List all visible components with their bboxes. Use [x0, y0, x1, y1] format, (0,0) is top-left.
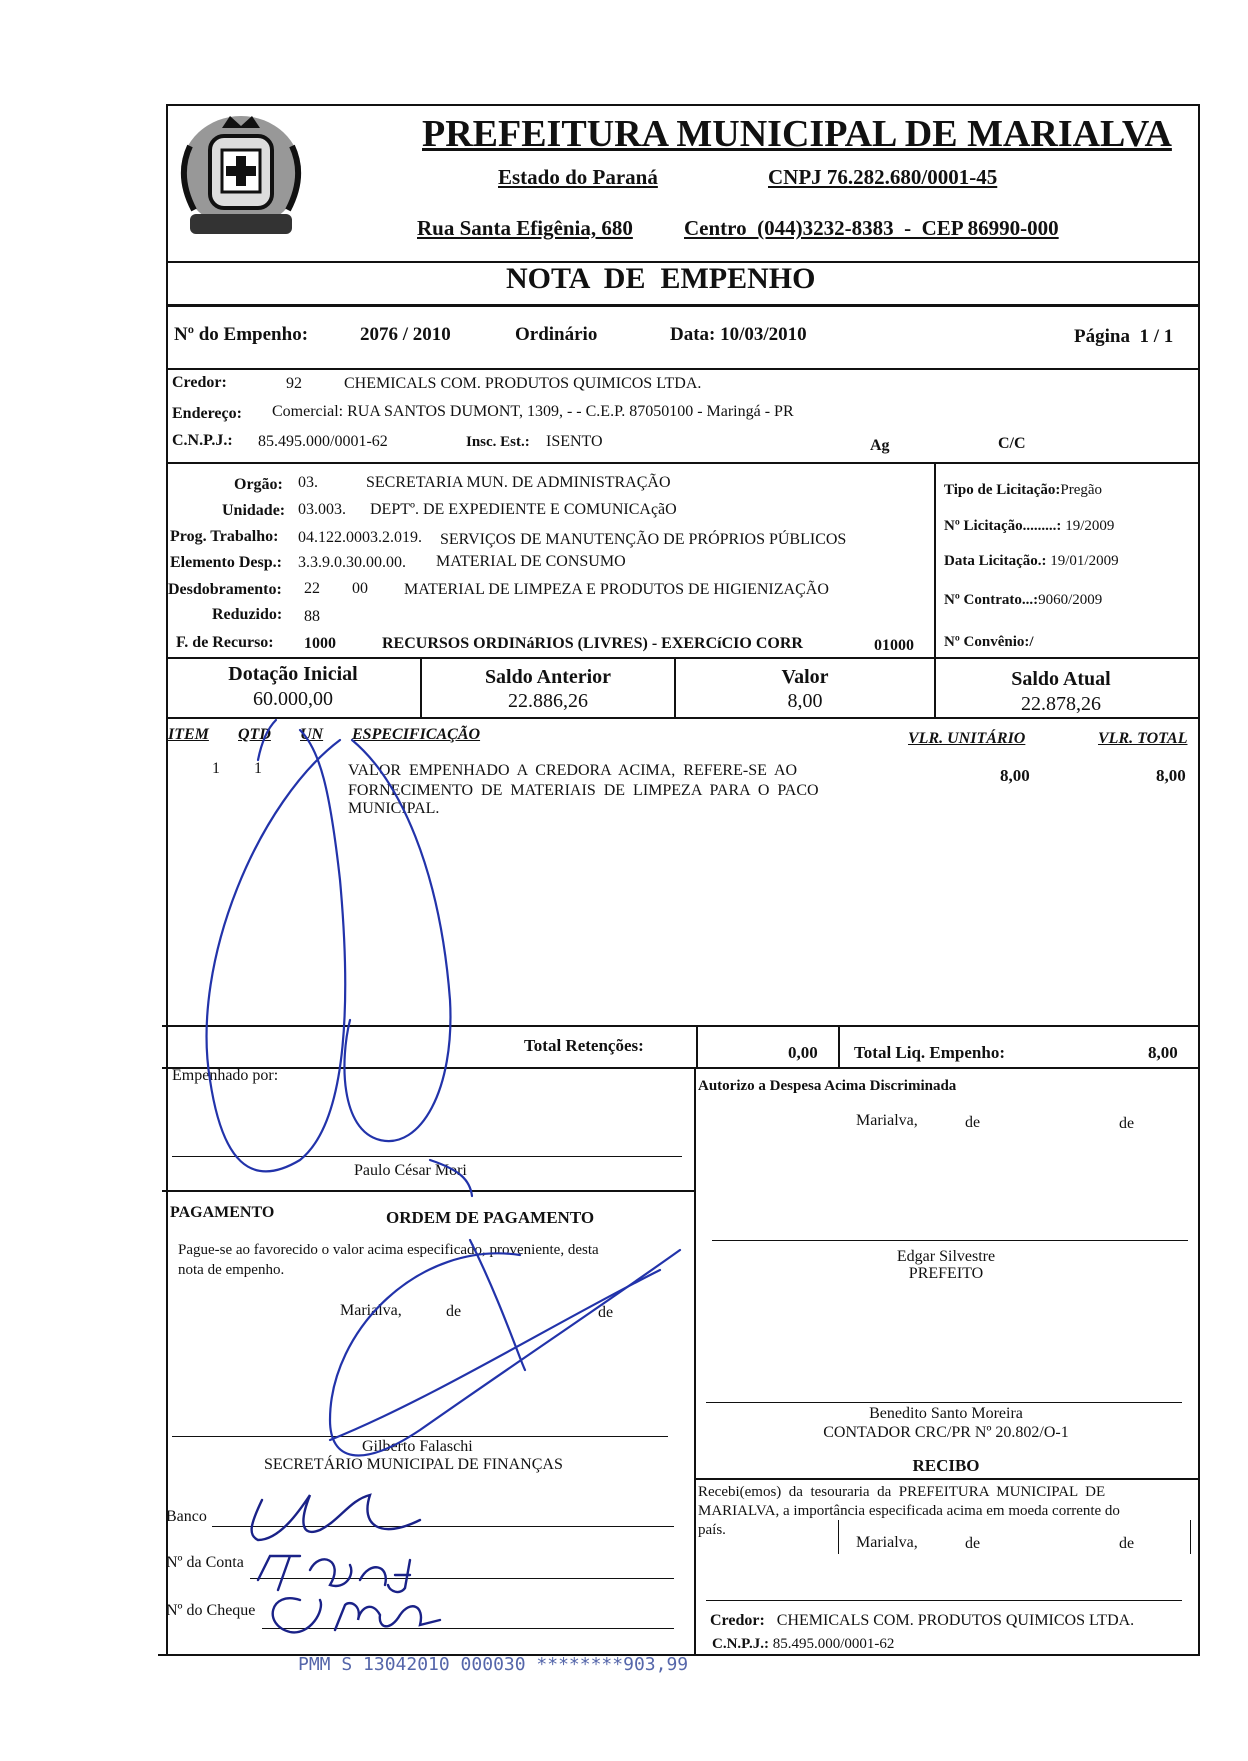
valor-value: 8,00 [787, 690, 823, 712]
licitacao-number: Nº Licitação.........: 19/2009 [944, 518, 1115, 534]
unidade-name: DEPTº. DE EXPEDIENTE E COMUNICAçãO [370, 501, 677, 518]
desdobramento-label: Desdobramento: [168, 581, 282, 598]
item-desc-line-2: FORNECIMENTO DE MATERIAIS DE LIMPEZA PARA O PACO [348, 782, 819, 799]
prog-label: Prog. Trabalho: [170, 528, 279, 545]
empenhado-label: Empenhado por: [172, 1067, 279, 1084]
saldo-atual-label: Saldo Atual [1011, 668, 1111, 690]
recurso-name: RECURSOS ORDINáRIOS (LIVRES) - EXERCíCIO CORR [382, 635, 803, 652]
pagamento-label: PAGAMENTO [170, 1204, 275, 1221]
item-unit-value: 8,00 [1000, 766, 1030, 785]
col-header-vlr-unitario: VLR. UNITÁRIO [908, 730, 1026, 747]
liquido-label: Total Liq. Empenho: [854, 1043, 1005, 1062]
col-header-un: UN [300, 726, 324, 743]
contador-name: Benedito Santo Moreira [869, 1405, 1023, 1422]
contrato-number: Nº Contrato...:9060/2009 [944, 592, 1103, 608]
recibo-city: Marialva, [856, 1534, 918, 1551]
autorizo-city: Marialva, [856, 1112, 918, 1129]
conta-label: Nº da Conta [166, 1554, 244, 1571]
cheque-label: Nº do Cheque [166, 1602, 256, 1619]
retencoes-label: Total Retenções: [524, 1036, 644, 1055]
prog-code: 04.122.0003.2.019. [298, 529, 422, 546]
credor-address: Comercial: RUA SANTOS DUMONT, 1309, - - C.E.P. 87050100 - Maringá - PR [272, 403, 794, 420]
header-address: Rua Santa Efigênia, 680 [417, 216, 633, 240]
reduzido-label: Reduzido: [212, 606, 283, 623]
col-header-qtd: QTD [238, 726, 271, 743]
empenho-date: Data: 10/03/2010 [670, 324, 807, 345]
dotacao-label: Dotação Inicial [228, 663, 358, 685]
reduzido-value: 88 [304, 608, 320, 625]
empenho-number-label: Nº do Empenho: [174, 324, 309, 345]
licitacao-date: Data Licitação.: 19/01/2009 [944, 553, 1119, 569]
col-header-vlr-total: VLR. TOTAL [1098, 730, 1188, 747]
credor-label: Credor: [172, 374, 227, 391]
secretario-role: SECRETÁRIO MUNICIPAL DE FINANÇAS [264, 1456, 563, 1473]
recibo-de-2: de [1119, 1535, 1135, 1552]
saldo-atual-value: 22.878,26 [1021, 693, 1101, 715]
dotacao-value: 60.000,00 [253, 688, 333, 710]
licitacao-tipo: Tipo de Licitação:Pregão [944, 482, 1103, 498]
orgao-code: 03. [298, 474, 318, 491]
insc-value: ISENTO [546, 433, 603, 450]
unidade-code: 03.003. [298, 501, 346, 518]
endereco-label: Endereço: [172, 405, 242, 422]
item-desc-line-3: MUNICIPAL. [348, 800, 440, 817]
page-title: PREFEITURA MUNICIPAL DE MARIALVA [422, 113, 1172, 155]
pagamento-text-1: Pague-se ao favorecido o valor acima especificado, proveniente, desta [178, 1242, 599, 1258]
orgao-name: SECRETARIA MUN. DE ADMINISTRAÇÃO [366, 474, 671, 491]
saldo-anterior-value: 22.886,26 [508, 690, 588, 712]
credor-cnpj-label: C.N.P.J.: [172, 432, 233, 449]
elemento-label: Elemento Desp.: [170, 554, 282, 571]
item-qtd: 1 [254, 760, 262, 777]
header-address-phone: Centro (044)3232-8383 - CEP 86990-000 [684, 216, 1059, 240]
autorizo-label: Autorizo a Despesa Acima Discriminada [698, 1078, 957, 1094]
unidade-label: Unidade: [222, 502, 286, 519]
col-header-item: ITEM [168, 726, 209, 743]
pagamento-text-2: nota de empenho. [178, 1262, 285, 1278]
empenho-number: 2076 / 2010 [360, 324, 451, 345]
recibo-text-1: Recebi(emos) da tesouraria da PREFEITURA MUNICIPAL DE [698, 1484, 1106, 1500]
saldo-anterior-label: Saldo Anterior [484, 666, 612, 688]
account-label: C/C [998, 435, 1026, 452]
recibo-cnpj: C.N.P.J.: 85.495.000/0001-62 [712, 1636, 895, 1652]
prefeito-name: Edgar Silvestre [896, 1248, 996, 1265]
elemento-code: 3.3.9.0.30.00.00. [298, 554, 406, 571]
desdobramento-code-2: 00 [352, 580, 368, 597]
retencoes-value: 0,00 [788, 1043, 818, 1062]
desdobramento-name: MATERIAL DE LIMPEZA E PRODUTOS DE HIGIENIZAÇÃO [404, 581, 829, 598]
recibo-de-1: de [965, 1535, 981, 1552]
pagamento-de-2: de [598, 1304, 614, 1321]
prog-name: SERVIÇOS DE MANUTENÇÃO DE PRÓPRIOS PÚBLICOS [440, 531, 847, 548]
item-desc-line-1: VALOR EMPENHADO A CREDORA ACIMA, REFERE-SE AO [348, 762, 798, 779]
secretario-name: Gilberto Falaschi [362, 1438, 473, 1455]
recibo-credor: Credor: CHEMICALS COM. PRODUTOS QUIMICOS LTDA. [710, 1612, 1135, 1629]
valor-label: Valor [781, 666, 829, 688]
autorizo-de-1: de [965, 1114, 981, 1131]
state-name: Estado do Paraná [498, 165, 658, 189]
document-title: NOTA DE EMPENHO [506, 262, 816, 295]
credor-name: CHEMICALS COM. PRODUTOS QUIMICOS LTDA. [344, 375, 702, 392]
insc-label: Insc. Est.: [466, 434, 530, 450]
recibo-text-3: país. [698, 1522, 726, 1538]
credor-code: 92 [286, 375, 302, 392]
col-header-especificacao: ESPECIFICAÇÃO [352, 726, 481, 743]
recurso-code-2: 01000 [874, 637, 914, 654]
elemento-name: MATERIAL DE CONSUMO [436, 553, 626, 570]
pagamento-city: Marialva, [340, 1302, 402, 1319]
recurso-code: 1000 [304, 635, 336, 652]
pagamento-de-1: de [446, 1303, 462, 1320]
header-cnpj: CNPJ 76.282.680/0001-45 [768, 165, 998, 189]
credor-cnpj: 85.495.000/0001-62 [258, 433, 388, 450]
page-indicator: Página 1 / 1 [1074, 326, 1174, 347]
orgao-label: Orgão: [234, 476, 283, 493]
item-total-value: 8,00 [1156, 766, 1186, 785]
item-number: 1 [212, 760, 220, 777]
processing-stamp: PMM S 13042010 000030 ********903,99 [298, 1654, 689, 1675]
recurso-label: F. de Recurso: [176, 634, 274, 651]
banco-label: Banco [166, 1508, 207, 1525]
agency-label: Ag [870, 437, 890, 454]
contador-role: CONTADOR CRC/PR Nº 20.802/O-1 [823, 1424, 1069, 1441]
recibo-text-2: MARIALVA, a importância especificada acima em moeda corrente do [698, 1503, 1120, 1519]
empenho-type: Ordinário [515, 324, 598, 345]
empenhado-name: Paulo César Mori [354, 1162, 467, 1179]
recibo-title: RECIBO [912, 1456, 980, 1475]
convenio: Nº Convênio:/ [944, 634, 1034, 650]
ordem-pagamento-title: ORDEM DE PAGAMENTO [386, 1208, 595, 1227]
desdobramento-code: 22 [304, 580, 320, 597]
autorizo-de-2: de [1119, 1115, 1135, 1132]
liquido-value: 8,00 [1148, 1043, 1178, 1062]
municipal-seal-icon [170, 106, 312, 256]
prefeito-role: PREFEITO [908, 1265, 984, 1282]
